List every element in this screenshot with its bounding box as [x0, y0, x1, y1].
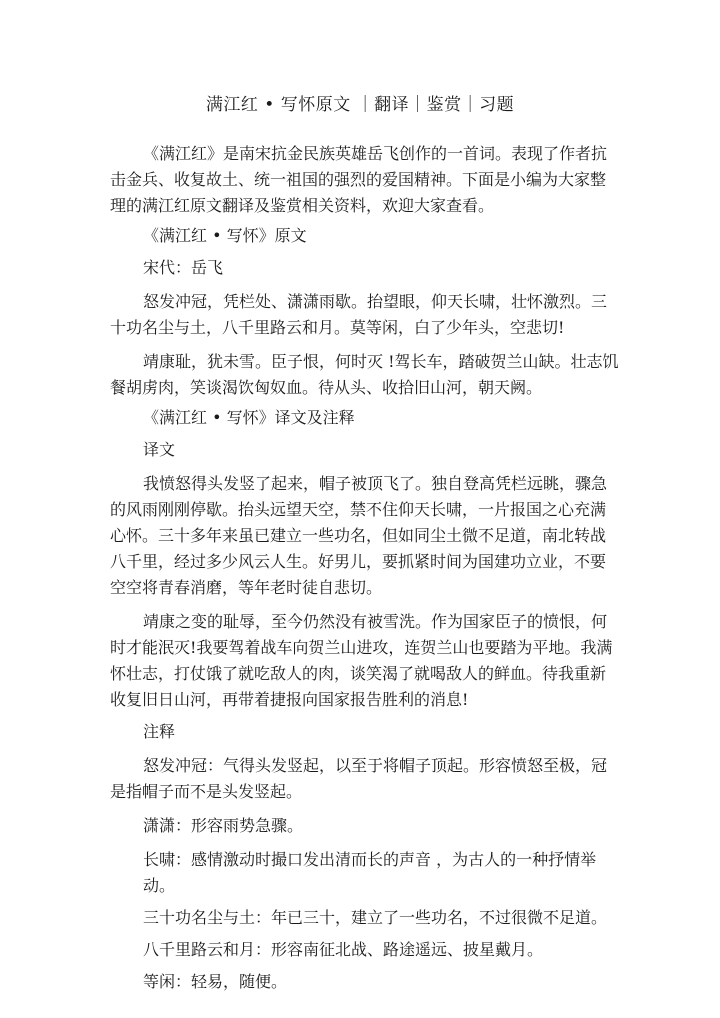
page-title: 满江红 • 写怀原文 ｜翻译｜鉴赏｜习题: [205, 95, 515, 115]
article-body: [110, 141, 620, 995]
notes-heading: 注释: [143, 722, 176, 741]
poem-stanza-1: 怒发冲冠，凭栏处、潇潇雨歇。抬望眼，仰天长啸，壮怀激烈。三十功名尘与土，八千里路云和月。莫等闲，白了少年头，空悲切!: [110, 292, 608, 337]
intro-paragraph: 《满江红》是南宋抗金民族英雄岳飞创作的一首词。表现了作者抗击金兵、收复故土、统一祖国的强烈的爱国精神。下面是小编为大家整理的满江红原文翻译及鉴赏相关资料，欢迎大家查看。: [110, 144, 608, 215]
translation-heading: 《满江红 • 写怀》译文及注释: [143, 408, 355, 427]
note-item: 怒发冲冠：气得头发竖起，以至于将帽子顶起。形容愤怒至极，冠是指帽子而不是头发竖起。: [110, 756, 608, 801]
author-line: 宋代：岳飞: [143, 258, 224, 277]
note-item: 潇潇：形容雨势急骤。: [143, 816, 304, 835]
note-item: 三十功名尘与土：年已三十，建立了一些功名，不过很微不足道。: [143, 908, 608, 927]
note-item: 等闲：轻易，随便。: [143, 972, 288, 991]
translation-paragraph-1: 我愤怒得头发竖了起来，帽子被顶飞了。独自登高凭栏远眺，骤急的风雨刚刚停歇。抬头远望天空，禁不住仰天长啸，一片报国之心充满心怀。三十多年来虽已建立一些功名，但如同尘土微不足道，南北转战八千里，经过多少风云人生。好男儿，要抓紧时间为国建功立业，不要空空将青春消磨，等年老时徒自悲切。: [110, 474, 608, 597]
note-item: 长啸：感情激动时撮口发出清而长的声音 ，为古人的一种抒情举动。: [143, 850, 597, 895]
original-heading: 《满江红 • 写怀》原文: [143, 226, 307, 245]
note-item: 八千里路云和月：形容南征北战、路途遥远、披星戴月。: [143, 940, 544, 959]
translation-subheading: 译文: [143, 440, 176, 459]
poem-stanza-2: 靖康耻，犹未雪。臣子恨，何时灭 !驾长车，踏破贺兰山缺。壮志饥餐胡虏肉，笑谈渴饮匈奴血。待从头、收拾旧山河，朝天阙。: [110, 352, 619, 397]
translation-paragraph-2: 靖康之变的耻辱，至今仍然没有被雪洗。作为国家臣子的愤恨，何时才能泯灭!我要驾着战车向贺兰山进攻，连贺兰山也要踏为平地。我满怀壮志，打仗饿了就吃敌人的肉，谈笑渴了就喝敌人的鲜血。待我重新收复旧日山河，再带着捷报向国家报告胜利的消息!: [110, 612, 613, 709]
